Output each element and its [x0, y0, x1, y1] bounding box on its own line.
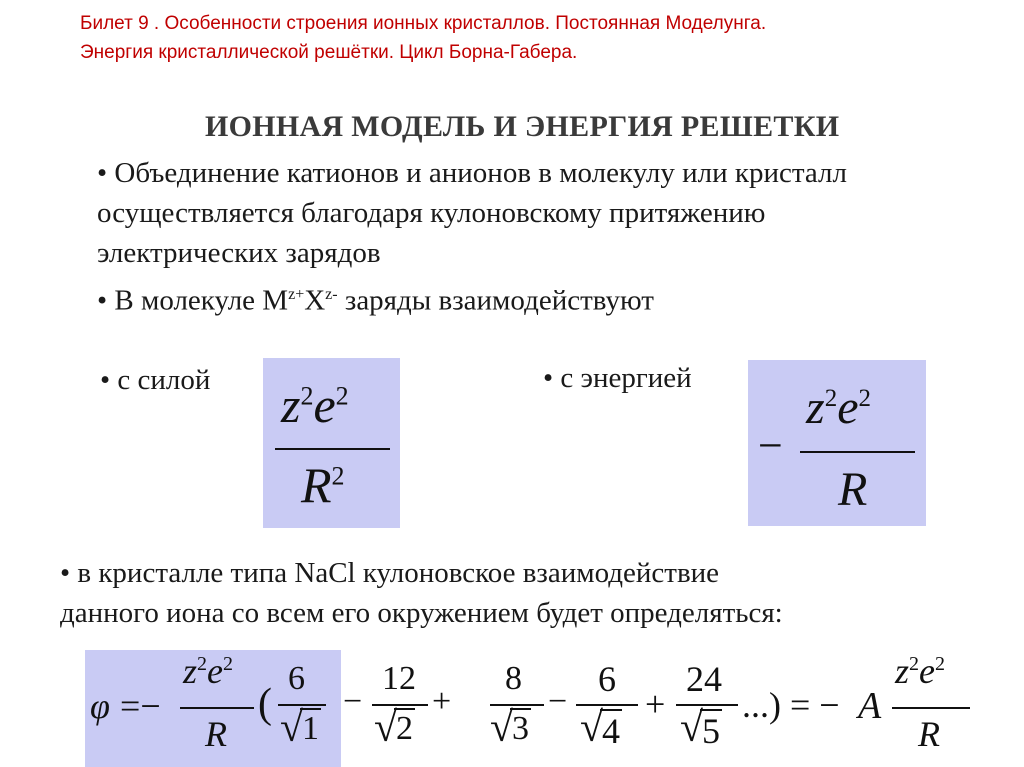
term4-numerator: 6	[598, 659, 616, 699]
series-prefactor-denominator: R	[205, 714, 227, 754]
series-closing: ...) = −	[742, 685, 840, 725]
term5-plus: +	[645, 684, 666, 724]
phi-symbol: φ	[90, 686, 110, 726]
bullet3-line2: данного иона со всем его окружением будет определяться:	[60, 597, 783, 629]
force-fraction-bar	[275, 448, 390, 450]
result-denominator: R	[918, 714, 940, 754]
term5-denominator: √ 5	[680, 705, 720, 751]
force-numerator: $z^2e^2$	[281, 377, 349, 433]
term2-denominator: √ 2	[374, 705, 413, 751]
open-paren: (	[258, 681, 272, 727]
prefactor-bar	[180, 707, 254, 709]
bullet-molecule-charges	[97, 275, 654, 321]
term4-denominator: √ 4	[580, 705, 620, 751]
term3-plus: +	[432, 683, 452, 720]
term5-numerator: 24	[686, 659, 722, 699]
bullet2-mid: X	[304, 284, 326, 317]
phi-equals: =−	[120, 686, 161, 726]
bullet1-line2: осуществляется благодаря кулоновскому притяжению	[97, 197, 766, 229]
term4-minus: −	[548, 683, 568, 720]
header-line-1: Билет 9 . Особенности строения ионных кристаллов. Постоянная Моделунга.	[80, 13, 767, 34]
term2-minus: −	[343, 683, 363, 720]
result-bar	[892, 707, 970, 709]
energy-fraction-bar	[800, 451, 915, 453]
madelung-constant-A: A	[858, 685, 882, 727]
bullet1-line1: • Объединение катионов и анионов в молекулу или кристалл	[97, 157, 847, 189]
ticket-header	[80, 9, 1000, 67]
bullet2-suffix: заряды взаимодействуют	[337, 284, 654, 317]
energy-formula	[748, 360, 926, 526]
energy-denominator: R	[838, 463, 868, 516]
header-line-2: Энергия кристаллической решётки. Цикл Борна-Габера.	[80, 42, 578, 63]
force-formula	[263, 358, 400, 528]
bullet-nacl	[60, 553, 783, 633]
bullet2-sup2: z-	[325, 286, 338, 303]
term3-denominator: √ 3	[490, 705, 529, 751]
term1-numerator: 6	[288, 660, 305, 697]
result-numerator: $z^2e^2$	[895, 651, 945, 691]
bullet2-prefix: • В молекуле M	[97, 284, 289, 317]
series-prefactor-numerator: $z^2e^2$	[183, 651, 233, 691]
bullet2-sup1: z+	[288, 286, 305, 303]
term3-numerator: 8	[505, 660, 522, 697]
bullet3-line1: • в кристалле типа NaCl кулоновское взаимодействие	[60, 557, 720, 589]
energy-minus: −	[758, 421, 783, 470]
slide-title: ИОННАЯ МОДЕЛЬ И ЭНЕРГИЯ РЕШЕТКИ	[205, 110, 840, 143]
energy-numerator: $z^2e^2$	[806, 381, 871, 434]
term1-denominator: √ 1	[280, 705, 319, 751]
bullet1-line3: электрических зарядов	[97, 237, 381, 269]
force-label: • с силой	[100, 364, 211, 396]
force-denominator: $R^2$	[301, 457, 345, 513]
bullet-coulomb-attraction	[97, 153, 847, 273]
term2-numerator: 12	[382, 660, 416, 697]
energy-label: • с энергией	[543, 362, 692, 394]
